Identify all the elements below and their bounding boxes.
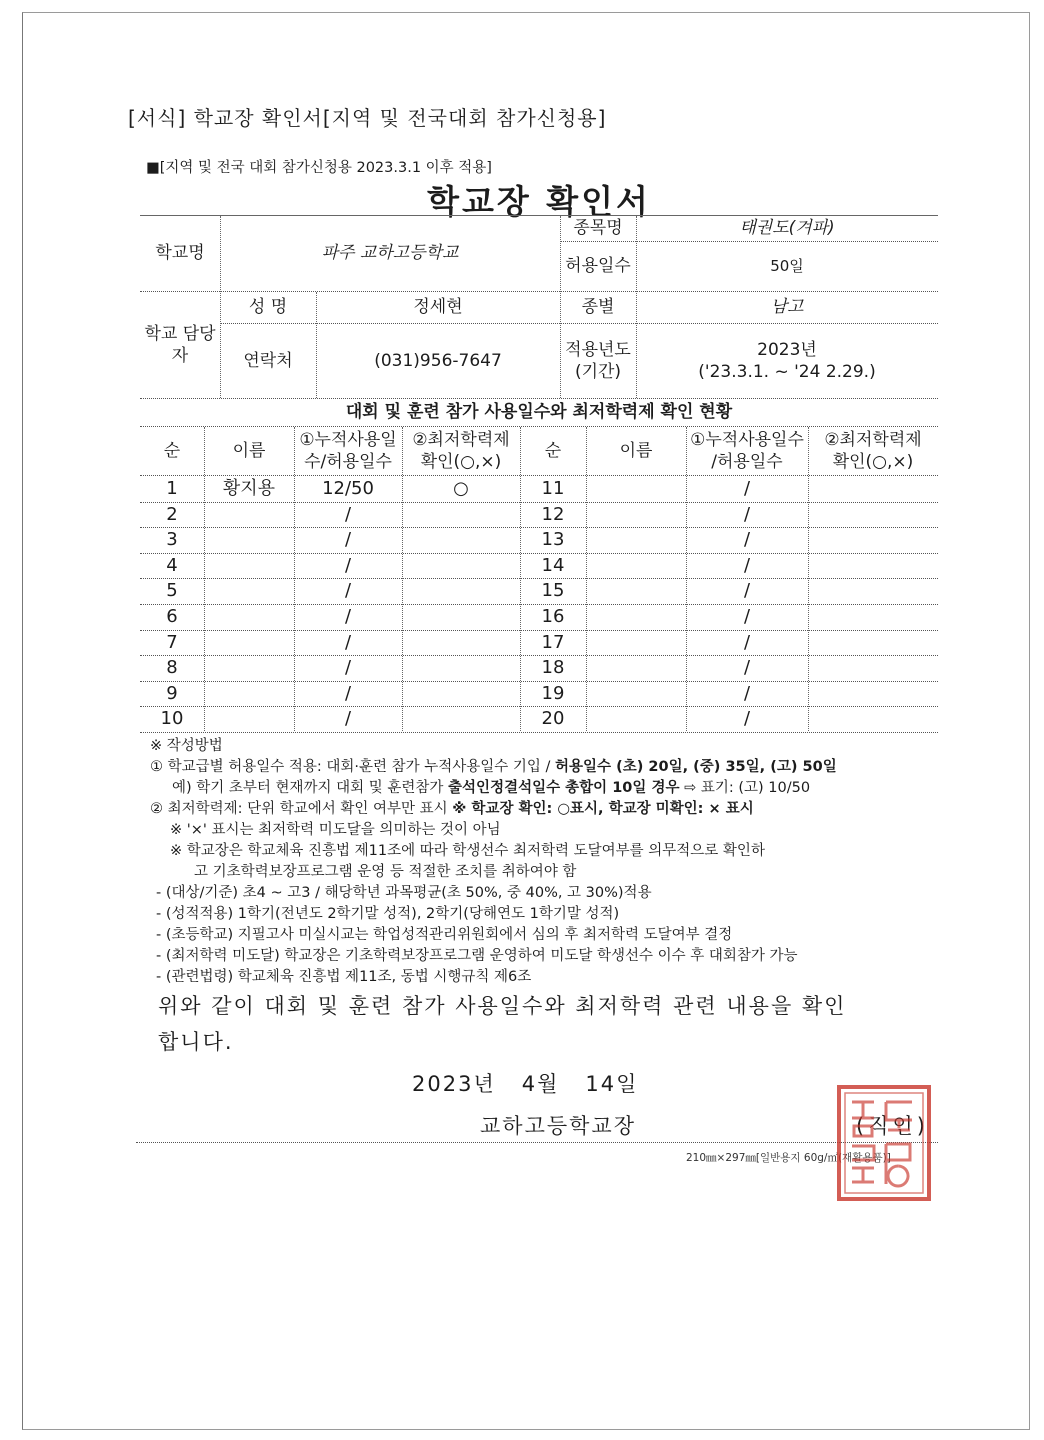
table-column-divider (204, 427, 205, 731)
note-1 (150, 757, 837, 778)
note-detail-5: - (관련법령) 학교체육 진흥법 제11조, 동법 시행규칙 제6조 (156, 969, 532, 985)
phone-label: 연락처 (243, 350, 293, 371)
table-cell-check-r (808, 502, 938, 528)
table-cell-name (204, 681, 294, 707)
table-cell-name-r (586, 681, 686, 707)
status-title: 대회 및 훈련 참가 사용일수와 최저학력제 확인 현황 (345, 401, 733, 422)
table-column-divider (808, 427, 809, 731)
form-label: [서식] 학교장 확인서[지역 및 전국대회 참가신청용] (128, 106, 607, 130)
note-detail-3: - (초등학교) 지필고사 미실시교는 학업성적관리위원회에서 심의 후 최저학력 도달여부 결정 (156, 927, 733, 943)
note-2 (150, 799, 837, 820)
table-cell-no: 9 (166, 682, 178, 704)
gender-value: 남고 (770, 297, 804, 318)
table-cell-no: 4 (166, 554, 178, 576)
table-cell-days-r: / (743, 708, 751, 730)
table-cell-no: 8 (166, 657, 178, 679)
table-cell-check-r (808, 578, 938, 604)
table-cell-days: / (344, 631, 352, 653)
table-column-divider (402, 427, 403, 731)
table-cell-no: 7 (166, 631, 178, 653)
closing-line-2: 합니다. (158, 1030, 234, 1054)
note-1-bold: 허용일수 (초) 20일, (중) 35일, (고) 50일 (555, 759, 837, 775)
year-label: 적용년도 (기간) (565, 339, 631, 382)
table-cell-check-r (808, 655, 938, 681)
table-column-divider (586, 427, 587, 731)
header-check (402, 427, 520, 475)
table-cell-no: 3 (166, 529, 178, 551)
table-cell-no: 6 (166, 606, 178, 628)
table-cell-no: 5 (166, 580, 178, 602)
header-check-right-line2: 확인(○,×) (832, 452, 914, 472)
school-value: 파주 교하고등학교 (321, 243, 459, 264)
notes-heading: ※ 작성방법 (150, 738, 223, 754)
table-cell-name-r (586, 502, 686, 528)
table-cell-days: / (344, 503, 352, 525)
table-cell-name-r (586, 553, 686, 579)
event-label: 종목명 (573, 218, 623, 239)
table-cell-no-r: 12 (541, 503, 565, 525)
header-check-line1: ②최저학력제 (412, 429, 510, 450)
table-cell-name-r (586, 476, 686, 502)
table-cell-days-r: / (743, 606, 751, 628)
header-days-line1: ①누적사용일 (299, 429, 397, 450)
table-column-divider (520, 427, 521, 731)
table-cell-days: / (344, 580, 352, 602)
note-2-sub2-line1: ※ 학교장은 학교체육 진흥법 제11조에 따라 학생선수 최저학력 도달여부를 의무적으로 확인하 (170, 843, 765, 859)
header-check-line2: 확인(○,×) (420, 452, 502, 472)
phone-value: (031)956-7647 (374, 350, 502, 371)
name-value: 정세현 (413, 297, 463, 318)
gender-label: 종별 (581, 297, 615, 318)
table-cell-name (204, 706, 294, 732)
table-cell-name-r (586, 630, 686, 656)
note-detail-2: - (성적적용) 1학기(전년도 2학기말 성적), 2학기(당해연도 1학기말 성적) (156, 906, 620, 922)
table-cell-days-r: / (743, 529, 751, 551)
table-cell-check (402, 630, 520, 656)
table-cell-name (204, 578, 294, 604)
table-cell-name-r (586, 604, 686, 630)
table-cell-check-r (808, 706, 938, 732)
table-cell-no-r: 17 (541, 631, 565, 653)
period-value: ('23.3.1. ~ '24 2.29.) (698, 362, 876, 382)
contact-group-label: 학교 담당자 (144, 323, 216, 366)
closing-date: 2023년 4월 14일 (412, 1072, 639, 1096)
table-column-divider (294, 427, 295, 731)
note-2-text: ② 최저학력제: 단위 학교에서 확인 여부만 표시 (150, 801, 453, 817)
table-cell-check: ○ (453, 478, 469, 500)
table-cell-days: / (344, 682, 352, 704)
table-cell-name (204, 553, 294, 579)
table-cell-days: / (344, 606, 352, 628)
table-cell-name (204, 604, 294, 630)
table-cell-days-r: / (743, 580, 751, 602)
note-detail-1: - (대상/기준) 초4 ~ 고3 / 해당학년 과목평균(초 50%, 중 40%, 고 30%)적용 (156, 885, 652, 901)
bottom-rule (136, 1142, 938, 1143)
table-cell-no: 10 (160, 708, 184, 730)
note-1-example-c: ⇨ 표기: (고) 10/50 (679, 780, 811, 796)
table-cell-no-r: 13 (541, 529, 565, 551)
header-days-right-line2: /허용일수 (711, 452, 783, 472)
table-cell-check (402, 553, 520, 579)
official-seal-stamp (836, 1084, 932, 1202)
header-check-right (808, 427, 938, 475)
table-cell-no-r: 16 (541, 606, 565, 628)
paper-spec: 210㎜×297㎜[일반용지 60g/㎡(재활용품)] (686, 1152, 891, 1164)
table-cell-no-r: 19 (541, 682, 565, 704)
header-days (294, 427, 402, 475)
table-cell-days: 12/50 (322, 478, 374, 500)
table-cell-check-r (808, 681, 938, 707)
document-title: 학교장 확인서 (427, 182, 651, 221)
table-cell-name (204, 502, 294, 528)
table-cell-days: / (344, 529, 352, 551)
name-label: 성 명 (248, 297, 288, 318)
header-name: 이름 (232, 440, 266, 461)
seal-mark: (직인) (856, 1114, 929, 1138)
header-days-right (686, 427, 808, 475)
table-cell-check-r (808, 630, 938, 656)
school-label: 학교명 (155, 243, 205, 264)
table-cell-name-r (586, 706, 686, 732)
header-check-right-line1: ②최저학력제 (824, 429, 922, 450)
table-cell-no-r: 14 (541, 554, 565, 576)
header-no: 순 (163, 440, 181, 461)
event-value: 태권도(겨파) (739, 218, 835, 239)
table-cell-days-r: / (743, 657, 751, 679)
note-2-sub2-line2: 고 기초학력보장프로그램 운영 등 적절한 조치를 취하여야 함 (194, 864, 577, 880)
table-cell-check (402, 527, 520, 553)
year-cell (636, 324, 938, 398)
closing-line-1: 위와 같이 대회 및 훈련 참가 사용일수와 최저학력 관련 내용을 확인 (158, 994, 847, 1018)
note-2-bold: ※ 학교장 확인: ○표시, 학교장 미확인: × 표시 (452, 801, 754, 817)
table-cell-days-r: / (743, 682, 751, 704)
note-detail-4: - (최저학력 미도달) 학교장은 기초학력보장프로그램 운영하여 미도달 학생선수 이수 후 대회참가 가능 (156, 948, 798, 964)
principal-name: 교하고등학교장 (480, 1114, 637, 1138)
table-cell-name: 황지용 (222, 478, 276, 500)
table-cell-days-r: / (743, 631, 751, 653)
table-cell-check (402, 655, 520, 681)
table-cell-check (402, 502, 520, 528)
allowed-days-label: 허용일수 (565, 256, 631, 277)
table-cell-no-r: 18 (541, 657, 565, 679)
table-cell-name (204, 630, 294, 656)
table-column-divider (686, 427, 687, 731)
table-cell-check-r (808, 527, 938, 553)
note-1-example-bold: 출석인정결석일수 총합이 10일 경우 (448, 780, 680, 796)
table-cell-name-r (586, 655, 686, 681)
allowed-days-value: 50일 (770, 256, 804, 275)
table-cell-no: 2 (166, 503, 178, 525)
table-cell-name-r (586, 578, 686, 604)
header-name-right: 이름 (619, 440, 653, 461)
note-1-text: ① 학교급별 허용일수 적용: 대회·훈련 참가 누적사용일수 기입 / (150, 759, 556, 775)
table-cell-check (402, 706, 520, 732)
table-cell-no-r: 15 (541, 580, 565, 602)
table-cell-days-r: / (743, 478, 751, 500)
subheader: ■[지역 및 전국 대회 참가신청용 2023.3.1 이후 적용] (146, 160, 492, 176)
table-cell-days-r: / (743, 554, 751, 576)
note-1-example-a: 예) 학기 초부터 현재까지 대회 및 훈련참가 (172, 780, 449, 796)
table-cell-name (204, 655, 294, 681)
table-cell-days: / (344, 708, 352, 730)
table-row-rule (140, 732, 938, 733)
table-cell-name (204, 527, 294, 553)
header-no-right: 순 (544, 440, 562, 461)
note-1-example (150, 778, 837, 799)
table-cell-check-r (808, 553, 938, 579)
header-days-right-line1: ①누적사용일수 (690, 429, 804, 450)
table-cell-no-r: 20 (541, 708, 565, 730)
table-cell-no: 1 (166, 478, 178, 500)
table-cell-check (402, 681, 520, 707)
table-cell-name-r (586, 527, 686, 553)
table-cell-days: / (344, 657, 352, 679)
table-cell-check-r (808, 476, 938, 502)
header-days-line2: 수/허용일수 (304, 452, 392, 472)
table-cell-check-r (808, 604, 938, 630)
note-2-sub1: ※ '×' 표시는 최저학력 미도달을 의미하는 것이 아님 (170, 822, 501, 838)
table-cell-check (402, 578, 520, 604)
table-cell-days: / (344, 554, 352, 576)
table-cell-no-r: 11 (541, 478, 565, 500)
table-cell-days-r: / (743, 503, 751, 525)
year-value: 2023년 (757, 339, 817, 360)
table-cell-check (402, 604, 520, 630)
